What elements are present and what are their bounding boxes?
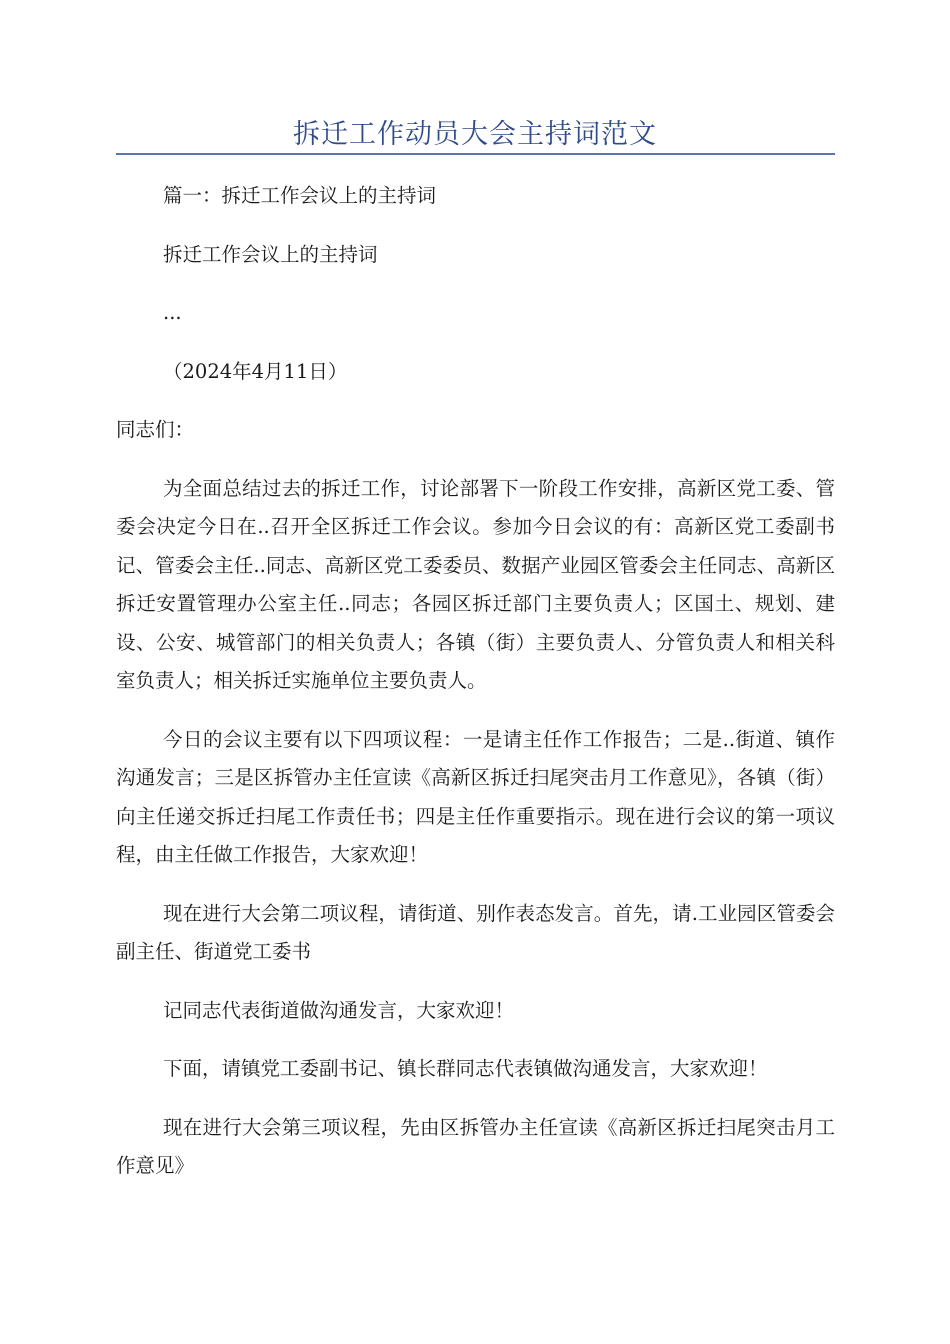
paragraph-body: 现在进行大会第二项议程，请街道、别作表态发言。首先，请.工业园区管委会副主任、街道党工委书 <box>116 901 835 963</box>
paragraph-ellipsis: ... <box>163 301 182 324</box>
paragraph-body: 为全面总结过去的拆迁工作，讨论部署下一阶段工作安排，高新区党工委、管委会决定今日在..召开全区拆迁工作会议。参加今日会议的有：高新区党工委副书记、管委会主任..同志、高新区党工委委员、数据产业园区管委会主任同志、高新区拆迁安置管理办公室主任..同志；各园区拆迁部门主要负责人；区国土、规划、建设、公安、城管部门的相关负责人；各镇（街）主要负责人、分管负责人和相关科室负责人；相关拆迁实施单位主要负责人。 <box>116 476 835 692</box>
document-body <box>116 177 835 1206</box>
paragraph-section-heading: 篇一：拆迁工作会议上的主持词 <box>163 184 437 207</box>
paragraph-body: 下面，请镇党工委副书记、镇长群同志代表镇做沟通发言，大家欢迎！ <box>163 1057 768 1080</box>
paragraph-body: 记同志代表街道做沟通发言，大家欢迎！ <box>163 998 515 1022</box>
title-underline <box>116 153 835 155</box>
paragraph-date: （2024年4月11日） <box>163 359 348 383</box>
paragraph-body: 今日的会议主要有以下四项议程：一是请主任作工作报告；二是..街道、镇作沟通发言；三是区拆管办主任宣读《高新区拆迁扫尾突击月工作意见》，各镇（街）向主任递交拆迁扫尾工作责任书；四是主任作重要指示。现在进行会议的第一项议程，由主任做工作报告，大家欢迎！ <box>116 727 835 866</box>
paragraph-subtitle: 拆迁工作会议上的主持词 <box>163 242 378 266</box>
paragraph-body: 现在进行大会第三项议程，先由区拆管办主任宣读《高新区拆迁扫尾突击月工作意见》 <box>116 1115 835 1177</box>
paragraph-salutation: 同志们： <box>116 418 195 441</box>
document-title: 拆迁工作动员大会主持词范文 <box>293 119 657 150</box>
